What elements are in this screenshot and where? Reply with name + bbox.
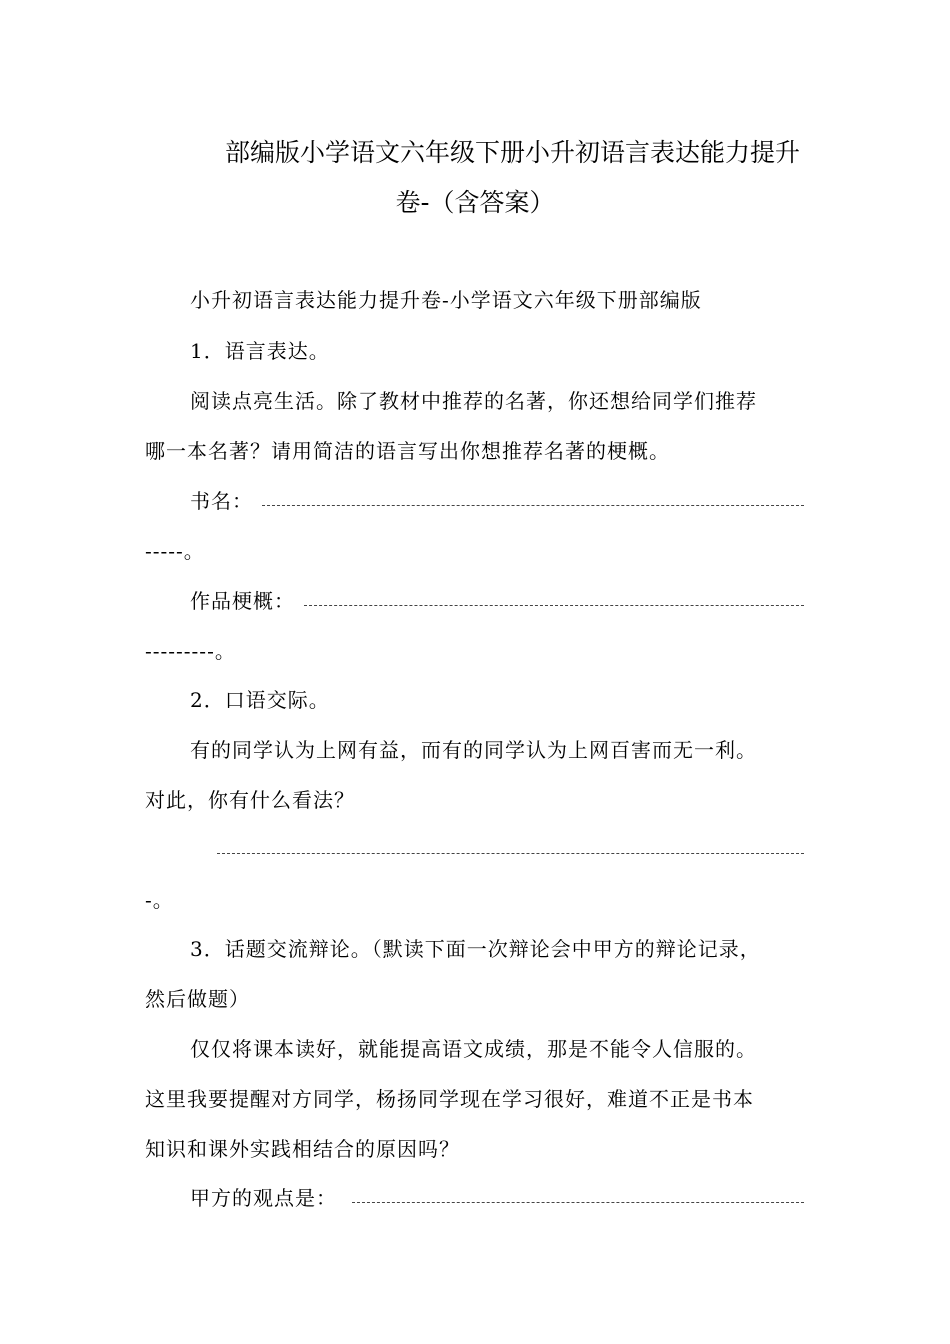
q2-answer-line[interactable] <box>217 853 804 854</box>
q1-book-label: 书名： <box>190 489 253 513</box>
q1-heading: 1．语言表达。 <box>190 339 330 363</box>
q1-text-line2: 哪一本名著？请用简洁的语言写出你想推荐名著的梗概。 <box>145 439 670 463</box>
q1-book-end: -----。 <box>145 539 205 563</box>
document-title-line2: 卷-（含答案） <box>395 188 555 217</box>
q3-heading-line1: 3．话题交流辩论。（默读下面一次辩论会中甲方的辩论记录， <box>190 937 761 961</box>
q1-summary-answer-line[interactable] <box>304 605 804 606</box>
q2-heading: 2．口语交际。 <box>190 688 330 712</box>
q3-viewpoint-label: 甲方的观点是： <box>190 1186 337 1210</box>
q1-summary-label: 作品梗概： <box>190 589 295 613</box>
q3-passage-line1: 仅仅将课本读好，就能提高语文成绩，那是不能令人信服的。 <box>190 1037 757 1061</box>
q3-passage-line2: 这里我要提醒对方同学，杨扬同学现在学习很好，难道不正是书本 <box>145 1087 754 1111</box>
q3-viewpoint-answer-line[interactable] <box>352 1202 804 1203</box>
q3-passage-line3: 知识和课外实践相结合的原因吗？ <box>145 1137 460 1161</box>
subtitle: 小升初语言表达能力提升卷-小学语文六年级下册部编版 <box>190 288 702 312</box>
q1-book-answer-line[interactable] <box>262 505 804 506</box>
q2-text-line2: 对此，你有什么看法？ <box>145 788 355 812</box>
q1-summary-end: ---------。 <box>145 639 236 663</box>
q2-text-line1: 有的同学认为上网有益，而有的同学认为上网百害而无一利。 <box>190 738 757 762</box>
document-title-line1: 部编版小学语文六年级下册小升初语言表达能力提升 <box>224 138 800 167</box>
q2-answer-end: -。 <box>145 888 174 912</box>
q1-text-line1: 阅读点亮生活。除了教材中推荐的名著，你还想给同学们推荐 <box>190 389 757 413</box>
q3-heading-line2: 然后做题） <box>145 987 250 1011</box>
